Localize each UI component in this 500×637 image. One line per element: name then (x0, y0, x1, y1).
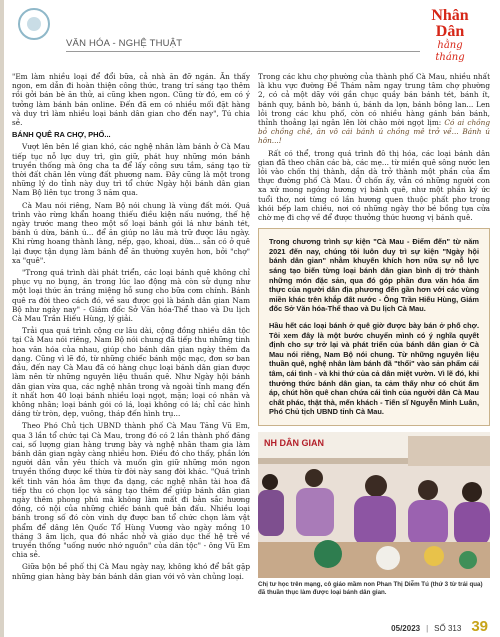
filling-bowl (424, 546, 444, 566)
person-body (454, 502, 490, 546)
leaf-bundle (459, 551, 477, 569)
photo-caption: Chị tư học trên mạng, cô giáo mầm non Phan Thị Diễm Tú (thứ 3 từ trái qua) đã thuần thục làm được loại bánh dân gian. (258, 581, 483, 596)
street-vendor-call: Có ai chồng bỏ chồng chê, ăn vô cái bánh ú chồng mê trở về... Bánh ú hôn...! (258, 118, 490, 146)
person-body (258, 490, 284, 536)
page-footer (391, 618, 488, 635)
photo-illustration (258, 432, 490, 578)
work-table (258, 542, 490, 578)
person-head (262, 474, 278, 490)
page-header (10, 0, 490, 64)
section-label: VĂN HÓA - NGHỆ THUẬT (66, 38, 183, 49)
article-subheading: BÁNH QUÊ RA CHỢ, PHỐ... (12, 130, 111, 140)
brand-logo-line2: hằng tháng (435, 40, 465, 63)
issue-number: SỐ 313 (434, 624, 462, 633)
quote-paragraph: Hầu hết các loại bánh ở quê giờ được bày bán ở phố chợ. Tôi xem đây là một bước chuyển mình có ý nghĩa quyết định cho sự trở lại và phát triển của bánh dân gian ở Cà Mau nói riêng, Nam Bộ nói chung. Từ những nguyên liệu thuần quê, nghệ nhân làm bánh đã "thổi" vào sản phẩm cái tâm, cái tình - và khi thứ của cả dân miệt vườn. Vì lẽ đó, khi thưởng thức bánh dân gian, ta cảm thấy như có chút ấm áp, chút hồn quê chan chứa cái tình của người dân Cà Mau chất phác, thật thà, mến khách - Tiến sĩ Nguyễn Minh Luân, Phó Chủ tịch UBND tỉnh Cà Mau. (269, 321, 479, 417)
paragraph: Trải qua quá trình cộng cư lâu dài, cộng đồng nhiều dân tộc tại Cà Mau nói riêng, Nam Bộ nói chung đã tiếp thu những tinh hoa văn hóa của nhau, giúp cho bánh dân gian ngày thêm đa dạng. Cũng vì lẽ đó, từ những chiếc bánh mộc mạc, đơn sơ ban đầu, đến nay Cà Mau đã có hàng chục loại bánh dân gian được làm nên từ những nguyên liệu thuần quê. Như Ngày hội bánh dân gian vừa qua, các nghệ nhân trong và ngoài tỉnh mang đến ít nhất hơn 40 loại bánh nhiều loại ngọt, mặn; loại có nhân và không nhân; loại bánh gói có lá, loại không có lá; chỉ các hình dáng từ tròn, dẹp, vuông, tháp đến hình trụ... (12, 326, 250, 419)
person-body (408, 500, 448, 546)
page-gutter (0, 0, 4, 637)
issue-date: 05/2023 (391, 624, 421, 633)
person-head (462, 482, 482, 502)
paragraph: "Em làm nhiều loại để đổi bữa, cả nhà ăn đỡ ngán. Ăn thấy ngon, em dẫn đi hoàn thiện công thức, trang trí sáng tạo thêm rồi gởi bán bè ăn thử, ai cũng khen ngon. Cũng từ đó, em có ý tưởng làm bánh bán online. Đến đã em có nhiều mối đặt hàng và duy trì làm nhiều loại bánh dân gian cho đến nay", Tú chia sẻ. (12, 72, 250, 128)
banana-leaf-tray (314, 540, 342, 568)
paragraph-main: Trong các khu chợ phường của thành phố Cà Mau, nhiều nhất là khu vực đường Đề Thám nằm ngay trung tâm chợ phường 2, có cả một dãy với gần chục quầy bán bánh tét, bánh ít, bánh quy, bánh bò, bánh ú, bánh da lợn, bánh bông lan... Len lỏi trong các khu phố, còn có nhiều hàng gánh bán bánh, thỉnh thoảng lại ngân lên lời chào mời ngọt lịm: (258, 72, 490, 128)
footer-separator: | (426, 624, 429, 633)
brand-logo-line1: Nhân Dân (431, 7, 469, 40)
quote-paragraph: Trong chương trình sự kiện "Cà Mau - Điểm đến" từ năm 2021 đến nay, chúng tôi luôn duy trì sự kiện "Ngày hội bánh dân gian" nhằm khuyến khích hơn nữa sự nỗ lực sáng tạo biến từng loại bánh dân gian bình dị trở thành những món đặc sản, qua đó góp phần đưa văn hóa ẩm thực của người dân địa phương đến gần hơn với các vùng miền khác trên khắp đất nước - Ông Trần Hiếu Hùng, Giám đốc Sở Văn hóa-Thể thao và Du lịch Cà Mau. (269, 237, 479, 314)
person-head (305, 469, 323, 487)
person-body (296, 488, 334, 536)
brand-logo (422, 8, 478, 64)
section-emblem-icon (18, 8, 50, 40)
paragraph: Giữa bộn bề phố thị Cà Mau ngày nay, không khó để bắt gặp những gian hàng bày bán bánh dân gian với vô vàn chủng loại. (12, 562, 250, 581)
paragraph: "Trong quá trình dài phát triển, các loại bánh quê không chỉ phục vụ no bụng, ăn trong lúc lao động mà còn sử dụng như một loại thức ăn tráng miệng hỗ sung cho bữa cơm chính. Bánh quê ra đời theo cách đó, về sau được gọi là bánh dân gian Nam Bộ như ngày nay" - Giám đốc Sở Văn hóa-Thể thao và Du lịch Cà Mau Trần Hiếu Hùng, lý giải. (12, 268, 250, 324)
paragraph (258, 72, 490, 146)
page-number: 39 (471, 618, 488, 635)
paragraph: Cà Mau nói riêng, Nam Bộ nói chung là vùng đất mới. Quá trình vào rừng khẩn hoang thiếu điều kiện nấu nướng, thế hệ ngày trước mang theo một số loại bánh gói lá như bánh tét, bánh ú dừa, bánh ú... để ăn giúp no lâu mà trữ được lâu ngày. Khi rừng hoang thành làng, nếp, gạo, khoai, dừa... sẵn có ở quê lại được tận dụng làm bánh để ăn thường xuyên hơn, bởi "chợ" xa "quê". (12, 200, 250, 265)
person-head (365, 475, 387, 497)
article-column-left (12, 72, 250, 584)
paragraph: Vượt lên bên lề gian khó, các nghệ nhân làm bánh ở Cà Mau tiếp tục nỗ lực duy trì, gìn giữ, phát huy những món bánh truyền thống mà ông cha ta để lấy công sưu tầm, sáng tạo từ thời đất chăn lên vùng đất phương nam. Đây cũng là một trong những lý do tỉnh này duy trì tổ chức Ngày hội bánh dân gian Nam Bộ liên tục trong 3 năm qua. (12, 142, 250, 198)
dough-bowl (376, 546, 400, 570)
article-column-right (258, 72, 490, 426)
header-divider (66, 51, 420, 52)
person-head (418, 480, 438, 500)
quote-box (258, 228, 490, 426)
article-photo (258, 432, 490, 578)
paragraph: Rất có thể, trong quá trình đô thị hóa, các loại bánh dân gian đã theo chân các bà, các mẹ... từ miền quê sông nước len lỏi vào chốn thị thành, dần dà trở thành một phần của ẩm thực đường phố Cà Mau. Ở chốn ấy, vẫn có những người con xa xứ mong ngóng hương vị bánh quê, như một phần ký ức tuổi thơ, nơi từng có lần hương quen thuộc phất phơ trong khói bếp lam chiều, nơi có những ngày thơ bé bồng tựa cửa chờ mẹ đi chợ về để được thưởng thức hương vị bánh quê. (258, 148, 490, 223)
paragraph: Theo Phó Chủ tịch UBND thành phố Cà Mau Tăng Vũ Em, qua 3 lần tổ chức tại Cà Mau, trong đó có 2 lần thành phố đăng cai, số lượng gian hàng trưng bày và nghệ nhân tham gia làm bánh dân gian ngày càng nhiều hơn. Điều đó cho thấy, phần lớn người dân vẫn yêu thích và muốn gìn giữ những món ngon truyền thống được kế thừa từ đời này sang đời khác. "Quá trình kết tinh văn hóa âm thực đa dạng, các nghệ nhân tài hoa đã tiếp thu có chọn lọc và sáng tạo thêm để giúp bánh dân gian ngày thêm phong phú mà không làm mất đi bản sắc hương đồng, có nội của những chiếc bánh quê bản đấu. Nhiều loại bánh trong số đó còn vinh dự được ban tổ chức chọn làm vật phẩm để dâng lên Quốc Tổ Hùng Vương vào ngày mồng 10 tháng 3 âm lịch, qua đó nhắc nhở và giáo dục thế hệ trẻ về truyền thống "uống nước nhớ nguồn" của dân tộc" - ông Vũ Em chia sẻ. (12, 421, 250, 560)
photo-banner-text: NH DÂN GIAN (264, 438, 324, 448)
person-body (354, 496, 396, 546)
